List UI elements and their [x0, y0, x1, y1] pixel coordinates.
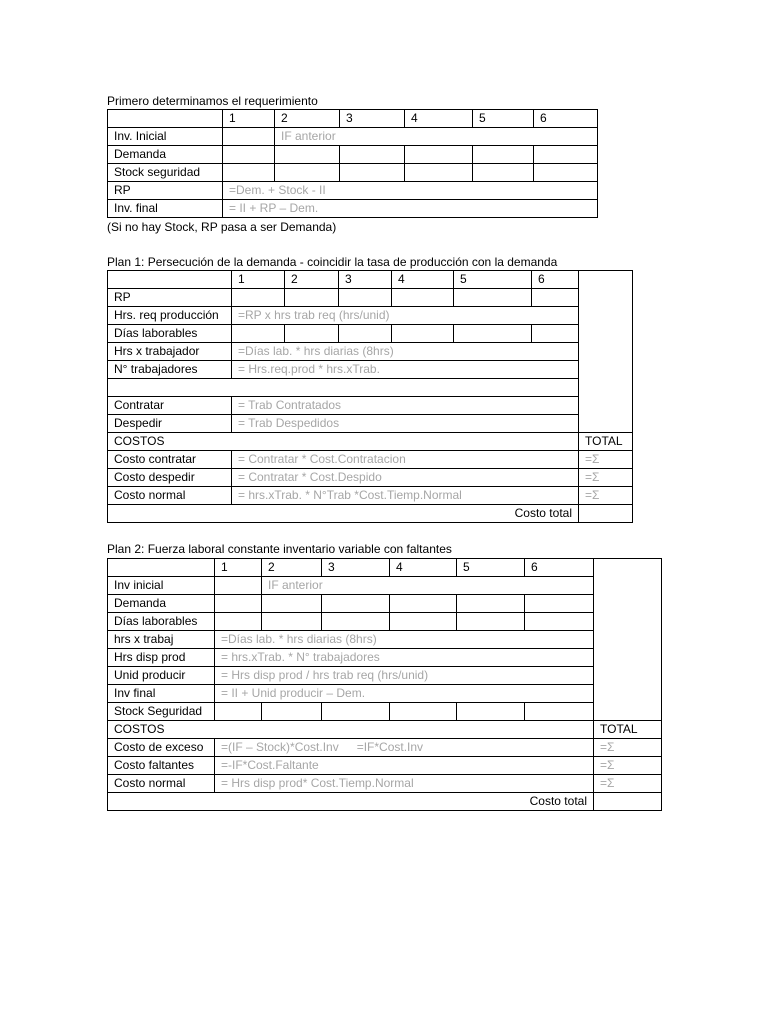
table-row: [108, 343, 633, 361]
row-label: Inv. final: [108, 200, 223, 218]
cell: [275, 146, 340, 164]
cell: [215, 613, 262, 631]
intro-note: (Si no hay Stock, RP pasa a ser Demanda): [107, 220, 337, 234]
table-row: [108, 307, 633, 325]
formula-cell: = Contratar * Cost.Despido: [232, 469, 579, 487]
cell: [339, 325, 392, 343]
period-header: 3: [340, 110, 405, 128]
row-label: Costo normal: [108, 775, 215, 793]
corner-cell: [108, 110, 223, 128]
cell: [215, 577, 262, 595]
plan1-title: Plan 1: Persecución de la demanda - coincidir la tasa de producción con la demanda: [107, 255, 558, 269]
cell: [223, 128, 275, 146]
cell: [405, 164, 473, 182]
costo-total-value: [579, 505, 633, 523]
cell: [454, 325, 532, 343]
spacer-row: [108, 379, 633, 397]
total-column-blank: [579, 271, 633, 433]
period-header: 2: [262, 559, 322, 577]
formula-cell: = Trab Contratados: [232, 397, 579, 415]
header-row: [108, 559, 662, 577]
cell: [405, 146, 473, 164]
row-label: RP: [108, 289, 232, 307]
row-label: Inv. Inicial: [108, 128, 223, 146]
table-row: [108, 200, 598, 218]
sum-cell: =Σ: [579, 451, 633, 469]
cell: [215, 703, 262, 721]
cell: [473, 164, 534, 182]
formula-cell: IF anterior: [262, 577, 594, 595]
cell: [285, 325, 339, 343]
formula-cell: =Dem. + Stock - II: [223, 182, 598, 200]
formula-cell: =Días lab. * hrs diarias (8hrs): [215, 631, 594, 649]
table-row: [108, 739, 662, 757]
cell: [390, 613, 457, 631]
cell: [340, 164, 405, 182]
intro-title: Primero determinamos el requerimiento: [107, 94, 318, 108]
table-row: [108, 469, 633, 487]
row-label: Costo de exceso: [108, 739, 215, 757]
formula-cell: IF anterior: [275, 128, 598, 146]
formula-cell: = Hrs.req.prod * hrs.xTrab.: [232, 361, 579, 379]
costs-heading: COSTOS: [108, 433, 579, 451]
formula-cell: = Hrs disp prod / hrs trab req (hrs/unid): [215, 667, 594, 685]
table-row: [108, 397, 633, 415]
total-column-blank: [594, 559, 662, 721]
sum-cell: =Σ: [579, 469, 633, 487]
total-row: [108, 793, 662, 811]
row-label: Inv final: [108, 685, 215, 703]
table-row: [108, 128, 598, 146]
row-label: N° trabajadores: [108, 361, 232, 379]
row-label: Hrs disp prod: [108, 649, 215, 667]
cell: [232, 289, 285, 307]
period-header: 5: [457, 559, 525, 577]
period-header: 4: [392, 271, 454, 289]
cell: [223, 146, 275, 164]
period-header: 3: [339, 271, 392, 289]
sum-cell: =Σ: [594, 739, 662, 757]
row-label: Días laborables: [108, 325, 232, 343]
table-row: [108, 289, 633, 307]
row-label: Costo normal: [108, 487, 232, 505]
row-label: Despedir: [108, 415, 232, 433]
requirement-table: [107, 109, 598, 218]
cell: [215, 595, 262, 613]
cell: [390, 595, 457, 613]
table-row: [108, 451, 633, 469]
table-row: [108, 649, 662, 667]
header-row: [108, 110, 598, 128]
cell: [390, 703, 457, 721]
costs-heading: COSTOS: [108, 721, 594, 739]
total-heading: TOTAL: [594, 721, 662, 739]
period-header: 6: [525, 559, 594, 577]
cell: [322, 595, 390, 613]
cell: [457, 595, 525, 613]
row-label: Demanda: [108, 146, 223, 164]
table-row: [108, 487, 633, 505]
period-header: 3: [322, 559, 390, 577]
period-header: 4: [390, 559, 457, 577]
row-label: RP: [108, 182, 223, 200]
cell: [340, 146, 405, 164]
cell: [454, 289, 532, 307]
period-header: 5: [454, 271, 532, 289]
row-label: Unid producir: [108, 667, 215, 685]
table-row: [108, 667, 662, 685]
formula-cell: =Días lab. * hrs diarias (8hrs): [232, 343, 579, 361]
formula-cell: [215, 739, 594, 757]
period-header: 6: [534, 110, 598, 128]
formula-part: =IF*Cost.Inv: [356, 740, 424, 754]
table-row: [108, 757, 662, 775]
cell: [322, 613, 390, 631]
row-label: Stock Seguridad: [108, 703, 215, 721]
row-label: Costo contratar: [108, 451, 232, 469]
table-row: [108, 325, 633, 343]
cell: [322, 703, 390, 721]
table-row: [108, 146, 598, 164]
table-row: [108, 182, 598, 200]
row-label: Inv inicial: [108, 577, 215, 595]
period-header: 1: [223, 110, 275, 128]
cell: [525, 703, 594, 721]
cell: [232, 325, 285, 343]
cell: [457, 703, 525, 721]
period-header: 1: [232, 271, 285, 289]
formula-cell: =RP x hrs trab req (hrs/unid): [232, 307, 579, 325]
period-header: 4: [405, 110, 473, 128]
table-row: [108, 164, 598, 182]
cell: [262, 595, 322, 613]
formula-cell: = hrs.xTrab. * N°Trab *Cost.Tiemp.Normal: [232, 487, 579, 505]
cell: [285, 289, 339, 307]
sum-cell: =Σ: [594, 757, 662, 775]
costs-header-row: [108, 433, 633, 451]
formula-cell: = Contratar * Cost.Contratacion: [232, 451, 579, 469]
sum-cell: =Σ: [579, 487, 633, 505]
period-header: 6: [532, 271, 579, 289]
plan2-table: [107, 558, 662, 811]
costs-header-row: [108, 721, 662, 739]
sum-cell: =Σ: [594, 775, 662, 793]
cell: [262, 703, 322, 721]
period-header: 1: [215, 559, 262, 577]
row-label: Demanda: [108, 595, 215, 613]
formula-cell: = hrs.xTrab. * N° trabajadores: [215, 649, 594, 667]
formula-cell: = Trab Despedidos: [232, 415, 579, 433]
costo-total-label: Costo total: [108, 505, 579, 523]
costo-total-label: Costo total: [108, 793, 594, 811]
period-header: 2: [275, 110, 340, 128]
formula-cell: =-IF*Cost.Faltante: [215, 757, 594, 775]
total-heading: TOTAL: [579, 433, 633, 451]
row-label: Stock seguridad: [108, 164, 223, 182]
corner-cell: [108, 271, 232, 289]
cell: [339, 289, 392, 307]
table-row: [108, 613, 662, 631]
period-header: 2: [285, 271, 339, 289]
table-row: [108, 415, 633, 433]
table-row: [108, 595, 662, 613]
cell: [457, 613, 525, 631]
corner-cell: [108, 559, 215, 577]
cell: [525, 595, 594, 613]
table-row: [108, 361, 633, 379]
cell: [532, 289, 579, 307]
table-row: [108, 577, 662, 595]
plan2-title: Plan 2: Fuerza laboral constante inventario variable con faltantes: [107, 542, 452, 556]
costo-total-value: [594, 793, 662, 811]
cell: [223, 164, 275, 182]
cell: [532, 325, 579, 343]
cell: [262, 613, 322, 631]
cell: [473, 146, 534, 164]
formula-part: =(IF – Stock)*Cost.Inv: [221, 740, 339, 754]
table-row: [108, 685, 662, 703]
row-label: Hrs. req producción: [108, 307, 232, 325]
total-row: [108, 505, 633, 523]
formula-cell: = II + Unid producir – Dem.: [215, 685, 594, 703]
cell: [275, 164, 340, 182]
cell: [534, 164, 598, 182]
plan1-table: [107, 270, 633, 523]
row-label: Hrs x trabajador: [108, 343, 232, 361]
cell: [392, 289, 454, 307]
blank-cell: [108, 379, 579, 397]
row-label: Costo despedir: [108, 469, 232, 487]
table-row: [108, 775, 662, 793]
cell: [525, 613, 594, 631]
table-row: [108, 703, 662, 721]
formula-cell: = Hrs disp prod* Cost.Tiemp.Normal: [215, 775, 594, 793]
period-header: 5: [473, 110, 534, 128]
row-label: Costo faltantes: [108, 757, 215, 775]
table-row: [108, 631, 662, 649]
header-row: [108, 271, 633, 289]
cell: [534, 146, 598, 164]
cell: [392, 325, 454, 343]
formula-cell: = II + RP – Dem.: [223, 200, 598, 218]
row-label: Días laborables: [108, 613, 215, 631]
row-label: hrs x trabaj: [108, 631, 215, 649]
row-label: Contratar: [108, 397, 232, 415]
